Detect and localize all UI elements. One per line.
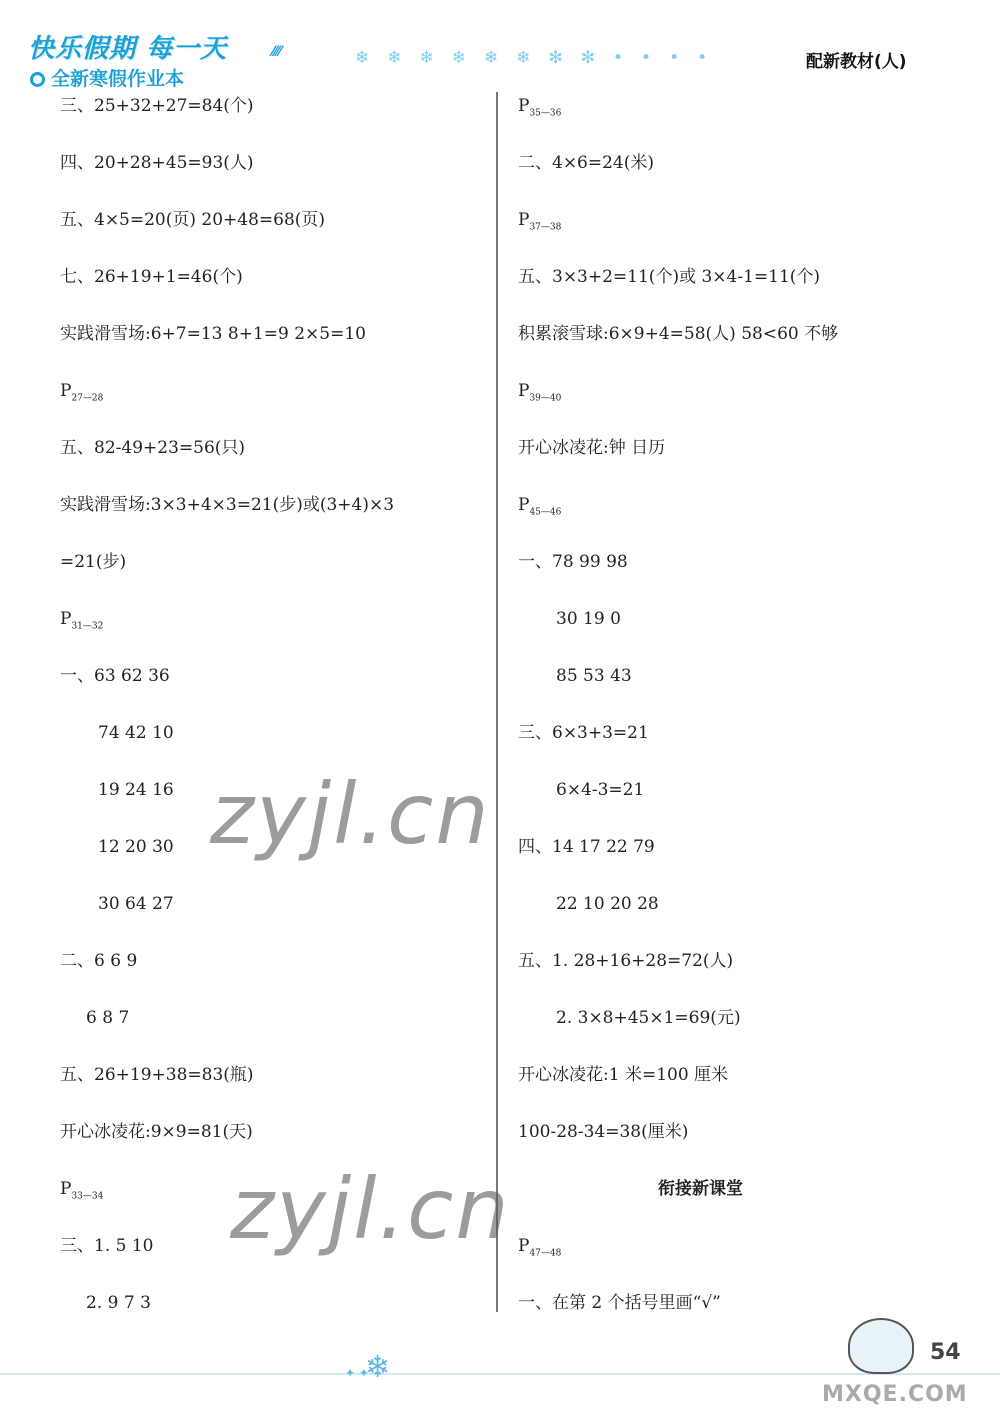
answer-line: 85 53 43 bbox=[556, 666, 632, 686]
snowflake-icon: ❄ bbox=[484, 48, 499, 68]
answer-line: 五、82-49+23=56(只) bbox=[60, 438, 246, 458]
answer-line: 四、20+28+45=93(人) bbox=[60, 153, 254, 173]
page-header bbox=[0, 0, 1000, 95]
mascot-icon bbox=[848, 1318, 914, 1374]
answer-line: 12 20 30 bbox=[98, 837, 174, 857]
answer-line: 100-28-34=38(厘米) bbox=[518, 1122, 689, 1142]
snowflake-row bbox=[355, 48, 725, 68]
answer-line: 二、4×6=24(米) bbox=[518, 153, 655, 173]
page-letter: P bbox=[60, 1179, 72, 1199]
page-reference bbox=[518, 377, 958, 434]
page-number: 54 bbox=[930, 1340, 961, 1365]
answer-line: 30 64 27 bbox=[98, 894, 174, 914]
right-answer-column bbox=[518, 92, 958, 1346]
page-range: 39—40 bbox=[529, 393, 562, 404]
answer-line: 四、14 17 22 79 bbox=[518, 837, 655, 857]
answer-line: 6×4-3=21 bbox=[556, 780, 645, 800]
page-reference bbox=[518, 1232, 958, 1289]
sparkle-icon: ✦ ✦ bbox=[345, 1366, 369, 1380]
snowflake-icon: • bbox=[697, 48, 708, 68]
answer-line: 30 19 0 bbox=[556, 609, 621, 629]
answer-line: 一、在第 2 个括号里画“√” bbox=[518, 1293, 721, 1313]
page-letter: P bbox=[518, 495, 530, 515]
answer-line: 开心冰凌花:钟 日历 bbox=[518, 438, 666, 458]
watermark: zyjl.cn bbox=[230, 1160, 511, 1258]
answer-line: 五、1. 28+16+28=72(人) bbox=[518, 951, 734, 971]
page-range: 47—48 bbox=[529, 1248, 562, 1259]
answer-line: 22 10 20 28 bbox=[556, 894, 659, 914]
answer-line: 五、26+19+38=83(瓶) bbox=[60, 1065, 254, 1085]
answer-line: 一、78 99 98 bbox=[518, 552, 628, 572]
footer-rule bbox=[0, 1373, 1000, 1375]
ring-icon bbox=[30, 72, 45, 87]
answer-line: 实践滑雪场:3×3+4×3=21(步)或(3+4)×3 bbox=[60, 495, 395, 515]
answer-line: 三、6×3+3=21 bbox=[518, 723, 649, 743]
answer-line: 2. 9 7 3 bbox=[86, 1293, 151, 1313]
answer-line: 19 24 16 bbox=[98, 780, 174, 800]
page-reference bbox=[518, 206, 958, 263]
page-reference bbox=[60, 377, 490, 434]
page-letter: P bbox=[518, 1236, 530, 1256]
edition-label: 配新教材(人) bbox=[806, 52, 907, 72]
snowflake-icon: ❄ bbox=[355, 48, 370, 68]
page-range: 31—32 bbox=[71, 621, 104, 632]
snowflake-icon: • bbox=[641, 48, 652, 68]
answer-line: 五、4×5=20(页) 20+48=68(页) bbox=[60, 210, 326, 230]
answer-line: 七、26+19+1=46(个) bbox=[60, 267, 243, 287]
snowflake-icon: ✻ bbox=[580, 48, 595, 68]
answer-line: 积累滚雪球:6×9+4=58(人) 58<60 不够 bbox=[518, 324, 839, 344]
brand-decoration-icon: ⁄⁄⁄⁄ bbox=[272, 44, 282, 60]
answer-line: 一、63 62 36 bbox=[60, 666, 170, 686]
page-reference bbox=[518, 491, 958, 548]
snowflake-icon: • bbox=[613, 48, 624, 68]
snowflake-icon: ❄ bbox=[387, 48, 402, 68]
answer-line: 74 42 10 bbox=[98, 723, 174, 743]
answer-line: 2. 3×8+45×1=69(元) bbox=[556, 1008, 741, 1028]
page-range: 27—28 bbox=[71, 393, 104, 404]
page-letter: P bbox=[518, 96, 530, 116]
page-letter: P bbox=[518, 381, 530, 401]
brand-subtitle bbox=[30, 64, 184, 91]
page-reference bbox=[518, 92, 958, 149]
answer-line: 开心冰凌花:1 米=100 厘米 bbox=[518, 1065, 729, 1085]
answer-line: 开心冰凌花:9×9=81(天) bbox=[60, 1122, 253, 1142]
site-watermark: MXQE.COM bbox=[822, 1382, 968, 1407]
answer-line: 三、25+32+27=84(个) bbox=[60, 96, 254, 116]
snowflake-icon: ❄ bbox=[365, 1350, 391, 1385]
page-reference bbox=[60, 605, 490, 662]
page-range: 35—36 bbox=[529, 108, 562, 119]
answer-line: 6 8 7 bbox=[86, 1008, 130, 1028]
answer-line: 五、3×3+2=11(个)或 3×4-1=11(个) bbox=[518, 267, 821, 287]
column-divider bbox=[496, 92, 498, 1312]
snowflake-icon: ❄ bbox=[516, 48, 531, 68]
section-heading: 衔接新课堂 bbox=[658, 1179, 743, 1199]
snowflake-icon: ✻ bbox=[548, 48, 563, 68]
page-letter: P bbox=[518, 210, 530, 230]
brand-title: 快乐假期 每一天 bbox=[28, 34, 228, 64]
page-letter: P bbox=[60, 381, 72, 401]
page-range: 37—38 bbox=[529, 222, 562, 233]
answer-line: 二、6 6 9 bbox=[60, 951, 138, 971]
snowflake-icon: ❄ bbox=[451, 48, 466, 68]
snowflake-icon: ❄ bbox=[419, 48, 434, 68]
page-letter: P bbox=[60, 609, 72, 629]
page-range: 33—34 bbox=[71, 1191, 104, 1202]
answer-line: 三、1. 5 10 bbox=[60, 1236, 154, 1256]
brand-subtitle-text: 全新寒假作业本 bbox=[51, 68, 185, 90]
answer-line: 实践滑雪场:6+7=13 8+1=9 2×5=10 bbox=[60, 324, 366, 344]
watermark: zyjl.cn bbox=[210, 765, 491, 863]
page-range: 45—46 bbox=[529, 507, 562, 518]
answer-line: =21(步) bbox=[60, 552, 127, 572]
left-answer-column bbox=[60, 92, 490, 1346]
snowflake-icon: • bbox=[669, 48, 680, 68]
